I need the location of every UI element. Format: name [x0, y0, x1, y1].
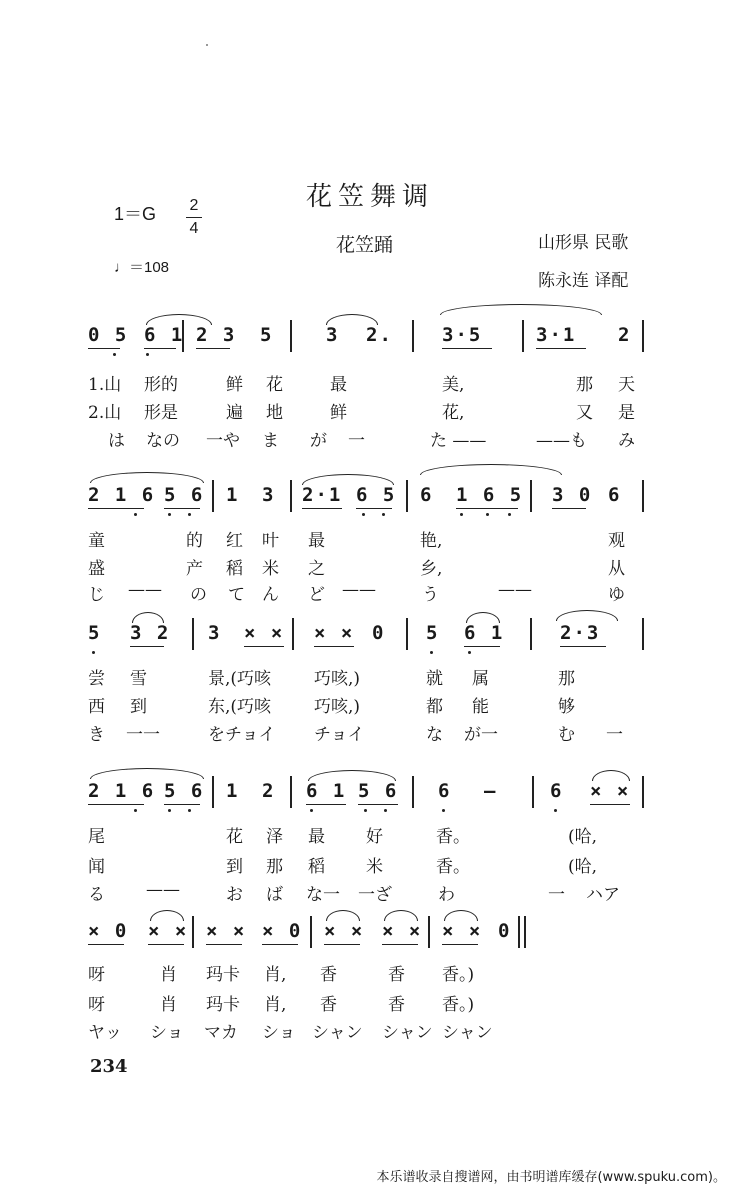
barline	[518, 916, 520, 948]
note-group: 3	[262, 484, 276, 506]
lyric: 玛卡	[206, 995, 240, 1015]
lyric: 都	[426, 697, 443, 717]
lyric: 尾	[88, 827, 105, 847]
barline	[290, 776, 292, 808]
note-group: 5	[88, 622, 102, 644]
time-signature	[186, 196, 202, 239]
lyric: ——	[498, 580, 532, 600]
note-group: 0	[372, 622, 386, 644]
slur	[384, 910, 418, 921]
lyric: 鲜	[226, 375, 243, 395]
lyric: る	[88, 885, 105, 905]
lyric: 闻	[88, 857, 105, 877]
barline	[642, 776, 644, 808]
note-group: × ×	[148, 920, 189, 942]
underline	[442, 944, 478, 945]
underline	[314, 646, 354, 647]
lyric: マカ	[204, 1023, 238, 1043]
lyric: て	[228, 585, 245, 605]
low-octave-dot	[442, 809, 445, 812]
lyrics-verse3-row5	[86, 1018, 646, 1042]
low-octave-dot	[188, 513, 191, 516]
lyric: 最	[308, 827, 325, 847]
lyric: き	[88, 725, 105, 745]
note-group: 3·1	[536, 324, 577, 346]
barline	[428, 916, 430, 948]
underline	[88, 348, 120, 349]
note-group: × ×	[206, 920, 247, 942]
note-group: 5	[426, 622, 440, 644]
note-group: —	[484, 780, 498, 802]
lyric: わ	[438, 885, 455, 905]
note-group: 5	[260, 324, 274, 346]
lyrics-verse2-row2	[86, 554, 646, 578]
barline	[290, 480, 292, 512]
note-group: 6 1	[144, 324, 185, 346]
low-octave-dot	[508, 513, 511, 516]
lyric: 香	[320, 995, 337, 1015]
underline	[88, 804, 144, 805]
note-group: 2	[262, 780, 276, 802]
lyric: 香	[388, 965, 405, 985]
lyric: な	[426, 725, 443, 745]
lyric: 一ざ	[358, 885, 392, 905]
lyric: 美,	[442, 375, 465, 395]
note-group: 2 1 6	[88, 484, 156, 506]
lyric: 稻	[226, 559, 243, 579]
lyric: じ	[88, 585, 105, 605]
lyric: 一	[348, 431, 365, 451]
notation-row-4	[86, 776, 646, 810]
slur	[592, 770, 630, 781]
notation-row-5	[86, 916, 646, 950]
lyric: み	[618, 431, 635, 451]
lyric: ん	[262, 585, 279, 605]
lyric: 西	[88, 697, 105, 717]
underline	[262, 944, 298, 945]
lyric: 形是	[144, 403, 178, 423]
barline	[192, 618, 194, 650]
low-octave-dot	[460, 513, 463, 516]
lyric: 观	[608, 531, 625, 551]
source-footer: 本乐谱收录自搜谱网，由书明谱库缓存(www.spuku.com)。	[376, 1170, 726, 1185]
lyric: 玛卡	[206, 965, 240, 985]
underline	[442, 348, 492, 349]
tie	[440, 304, 602, 315]
lyric: 能	[472, 697, 489, 717]
barline	[412, 320, 414, 352]
barline	[212, 480, 214, 512]
low-octave-dot	[382, 513, 385, 516]
note-group: 6 1	[306, 780, 347, 802]
low-octave-dot	[364, 809, 367, 812]
lyric: が	[310, 431, 327, 451]
lyric: ——も	[536, 431, 587, 451]
low-octave-dot	[468, 651, 471, 654]
time-bar	[186, 217, 202, 218]
lyric: 米	[262, 559, 279, 579]
lyric: 一	[606, 725, 623, 745]
note-group: 3	[208, 622, 222, 644]
note-group: 6 1	[464, 622, 505, 644]
lyric: 那	[576, 375, 593, 395]
lyric: 鲜	[330, 403, 347, 423]
lyric: 又	[576, 403, 593, 423]
credit-arranger: 陈永连 译配	[538, 271, 629, 291]
note-group: × ×	[314, 622, 355, 644]
lyrics-verse2-row3	[86, 692, 646, 716]
lyric: 东,(巧咳	[208, 697, 272, 717]
note-group: 2·1	[302, 484, 343, 506]
low-octave-dot	[188, 809, 191, 812]
low-octave-dot	[146, 353, 149, 356]
barline	[532, 776, 534, 808]
lyric: 艳,	[420, 531, 443, 551]
underline	[464, 646, 500, 647]
lyric: 泽	[266, 827, 283, 847]
note-group: 5 6	[164, 780, 205, 802]
lyric: 呀	[88, 965, 105, 985]
lyric: 好	[366, 827, 383, 847]
lyric: 最	[308, 531, 325, 551]
lyrics-verse2-row5	[86, 990, 646, 1014]
lyric: ショ	[150, 1023, 184, 1043]
lyric: ハア	[586, 885, 620, 905]
lyric: 一一	[126, 725, 160, 745]
lyric: な一	[306, 885, 340, 905]
lyric: 产	[186, 559, 203, 579]
low-octave-dot	[362, 513, 365, 516]
note-group: 6	[438, 780, 452, 802]
credit-origin: 山形県 民歌	[538, 233, 629, 253]
lyric: ま	[262, 431, 279, 451]
lyric: 花,	[442, 403, 465, 423]
lyric: 雪	[130, 669, 147, 689]
lyric: 够	[558, 697, 575, 717]
lyric: 肖	[160, 995, 177, 1015]
note-group: 1	[226, 780, 240, 802]
lyric: ど	[308, 585, 325, 605]
lyric: 米	[366, 857, 383, 877]
lyric: 稻	[308, 857, 325, 877]
notation-row-2	[86, 480, 646, 514]
note-group: 3 0	[552, 484, 593, 506]
page-number: 234	[90, 1056, 128, 1077]
barline	[642, 320, 644, 352]
lyric: 巧咳,)	[314, 697, 361, 717]
low-octave-dot	[168, 513, 171, 516]
tempo-marking: ♩＝108	[114, 259, 170, 276]
underline	[536, 348, 586, 349]
note-group: × ×	[324, 920, 365, 942]
lyric: 香	[388, 995, 405, 1015]
lyric: 肖,	[264, 995, 287, 1015]
lyric: をチョイ	[208, 725, 276, 745]
lyric: 从	[608, 559, 625, 579]
lyrics-verse1-row5	[86, 960, 646, 984]
underline	[306, 804, 346, 805]
note-group: 0	[498, 920, 512, 942]
underline	[456, 508, 518, 509]
barline	[292, 618, 294, 650]
lyric: が一	[464, 725, 498, 745]
lyric: 属	[472, 669, 489, 689]
underline	[164, 508, 200, 509]
lyric: む	[558, 725, 575, 745]
barline	[212, 776, 214, 808]
underline	[148, 944, 184, 945]
low-octave-dot	[92, 651, 95, 654]
lyric: シャン	[382, 1023, 433, 1043]
lyrics-verse3-row3	[86, 720, 646, 744]
notation-row-3	[86, 618, 646, 652]
lyric: 景,(巧咳	[208, 669, 272, 689]
lyric: 乡,	[420, 559, 443, 579]
lyric: 叶	[262, 531, 279, 551]
underline	[358, 804, 398, 805]
slur	[444, 910, 478, 921]
lyrics-verse1-row3	[86, 664, 646, 688]
slur	[90, 768, 204, 779]
lyric: 巧咳,)	[314, 669, 361, 689]
lyric: 一や	[206, 431, 240, 451]
lyrics-verse3-row1	[86, 426, 646, 450]
slur	[302, 474, 394, 485]
lyric: う	[422, 585, 439, 605]
lyric: 花	[266, 375, 283, 395]
note-group: 2.	[366, 324, 393, 346]
lyric: 就	[426, 669, 443, 689]
lyric: ——	[128, 580, 162, 600]
lyric: 1.山	[88, 375, 122, 395]
note-group: 5 6	[358, 780, 399, 802]
lyric: 最	[330, 375, 347, 395]
underline	[244, 646, 284, 647]
note-group: 0 5	[88, 324, 129, 346]
barline	[406, 618, 408, 650]
underline	[356, 508, 392, 509]
notation-row-1	[86, 320, 646, 354]
note-group: 3·5	[442, 324, 483, 346]
barline	[192, 916, 194, 948]
lyric: シャン	[442, 1023, 493, 1043]
lyric: シャン	[312, 1023, 363, 1043]
lyrics-verse1-row2	[86, 526, 646, 550]
underline	[196, 348, 230, 349]
low-octave-dot	[554, 809, 557, 812]
lyric: 香。)	[442, 995, 475, 1015]
lyric: ヤッ	[88, 1023, 122, 1043]
note-group: 1	[226, 484, 240, 506]
note-group: × ×	[442, 920, 483, 942]
lyric: 天	[618, 375, 635, 395]
low-octave-dot	[134, 513, 137, 516]
time-top: 2	[189, 197, 199, 214]
barline	[642, 480, 644, 512]
lyrics-verse1-row1	[86, 370, 646, 394]
tie	[420, 464, 562, 475]
low-octave-dot	[430, 651, 433, 654]
lyric: お	[226, 885, 243, 905]
song-title: 花笠舞调	[305, 182, 434, 212]
speck	[206, 44, 208, 46]
lyric: 香	[320, 965, 337, 985]
note-group: × 0	[262, 920, 303, 942]
slur	[308, 770, 396, 781]
underline	[130, 646, 164, 647]
lyric: 是	[618, 403, 635, 423]
slur	[326, 314, 378, 325]
note-group: 6	[608, 484, 622, 506]
note-group: × ×	[244, 622, 285, 644]
note-group: × 0	[88, 920, 129, 942]
lyrics-verse2-row4	[86, 852, 646, 876]
lyric: 地	[266, 403, 283, 423]
barline	[530, 618, 532, 650]
lyric: なの	[146, 431, 180, 451]
lyric: 形的	[144, 375, 178, 395]
lyric: 之	[308, 559, 325, 579]
lyric: (哈,	[568, 857, 598, 877]
slur	[556, 610, 618, 621]
lyric: 尝	[88, 669, 105, 689]
note-group: 5 6	[164, 484, 205, 506]
note-group: 6	[420, 484, 434, 506]
lyric: 童	[88, 531, 105, 551]
lyric: 花	[226, 827, 243, 847]
underline	[382, 944, 418, 945]
barline-final	[524, 916, 526, 948]
lyric: 盛	[88, 559, 105, 579]
lyric: 那	[558, 669, 575, 689]
slur	[150, 910, 184, 921]
underline	[88, 944, 124, 945]
lyric: 肖,	[264, 965, 287, 985]
low-octave-dot	[113, 353, 116, 356]
lyric: ば	[266, 885, 283, 905]
lyric: ショ	[262, 1023, 296, 1043]
underline	[590, 804, 630, 805]
lyric: は	[108, 431, 125, 451]
note-group: 3 2	[130, 622, 171, 644]
barline	[310, 916, 312, 948]
lyric: ——	[146, 880, 180, 900]
note-group: × ×	[382, 920, 423, 942]
barline	[642, 618, 644, 650]
note-group: 2·3	[560, 622, 601, 644]
slur	[326, 910, 360, 921]
underline	[552, 508, 586, 509]
lyric: 肖	[160, 965, 177, 985]
barline	[412, 776, 414, 808]
barline	[530, 480, 532, 512]
lyric: た ——	[430, 431, 487, 451]
note-group: 6	[550, 780, 564, 802]
lyric: ゆ	[608, 585, 625, 605]
slur	[146, 314, 212, 325]
low-octave-dot	[168, 809, 171, 812]
lyric: (哈,	[568, 827, 598, 847]
slur	[132, 612, 164, 623]
key-signature: 1＝G	[114, 204, 157, 224]
lyric: 香。	[436, 827, 470, 847]
note-group: 2 1 6	[88, 780, 156, 802]
lyric: 到	[226, 857, 243, 877]
low-octave-dot	[486, 513, 489, 516]
underline	[560, 646, 606, 647]
barline	[406, 480, 408, 512]
note-group: 2 3	[196, 324, 237, 346]
slur	[90, 472, 204, 483]
underline	[164, 804, 200, 805]
barline	[522, 320, 524, 352]
time-bottom: 4	[189, 220, 199, 237]
lyrics-verse1-row4	[86, 822, 646, 846]
note-group: × ×	[590, 780, 631, 802]
lyric: 红	[226, 531, 243, 551]
low-octave-dot	[134, 809, 137, 812]
lyric: 呀	[88, 995, 105, 1015]
barline	[290, 320, 292, 352]
lyric: 遍	[226, 403, 243, 423]
lyric: 2.山	[88, 403, 122, 423]
underline	[302, 508, 342, 509]
lyric: 那	[266, 857, 283, 877]
note-group: 1 6 5	[456, 484, 524, 506]
underline	[324, 944, 360, 945]
lyric: 一	[548, 885, 565, 905]
lyric: 的	[186, 531, 203, 551]
lyrics-verse2-row1	[86, 398, 646, 422]
lyrics-verse3-row2	[86, 580, 646, 604]
lyric: ——	[342, 580, 376, 600]
lyric: 香。	[436, 857, 470, 877]
lyric: 到	[130, 697, 147, 717]
underline	[144, 348, 176, 349]
note-group: 2	[618, 324, 632, 346]
lyric: の	[190, 585, 207, 605]
note-group: 6 5	[356, 484, 397, 506]
low-octave-dot	[310, 809, 313, 812]
lyric: 香。)	[442, 965, 475, 985]
lyric: チョイ	[314, 725, 365, 745]
underline	[88, 508, 144, 509]
low-octave-dot	[384, 809, 387, 812]
slur	[466, 612, 500, 623]
underline	[206, 944, 242, 945]
lyrics-verse3-row4	[86, 880, 646, 904]
note-group: 3	[326, 324, 340, 346]
song-subtitle: 花笠踊	[336, 234, 394, 256]
